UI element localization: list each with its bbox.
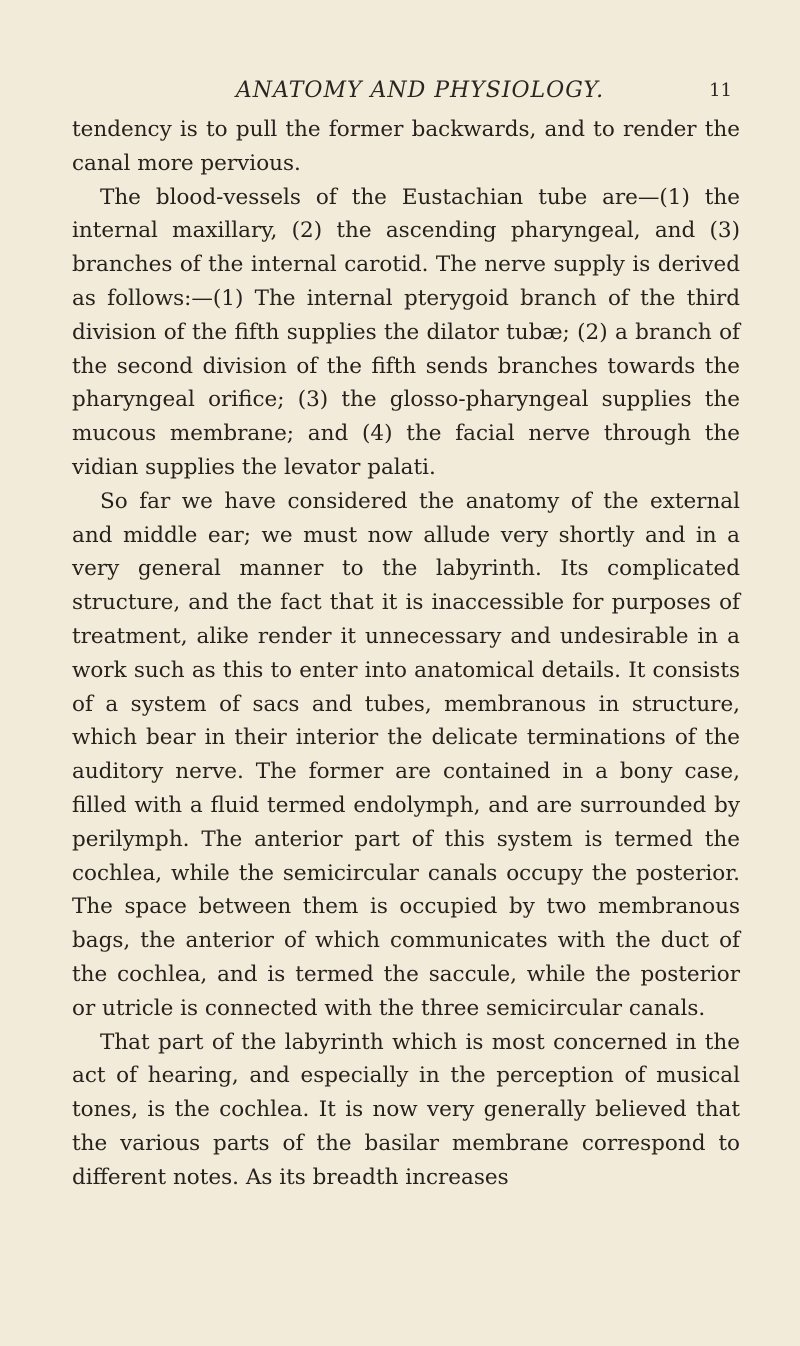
body-text (72, 113, 740, 1195)
paragraph: The blood-vessels of the Eustachian tube are—(1) the internal maxillary, (2) the ascending pharyngeal, and (3) branches of the internal carotid. The nerve supply is derived as follows:—(1) The internal pterygoid branch of the third division of the fifth supplies the dilator tubæ; (2) a branch of the second division of the fifth sends branches towards the pharyngeal orifice; (3) the glosso-pharyngeal supplies the mucous membrane; and (4) the facial nerve through the vidian supplies the levator palati. (72, 184, 740, 480)
paragraph: That part of the labyrinth which is most concerned in the act of hearing, and especially in the perception of musical tones, is the cochlea. It is now very generally believed that the various parts of the basilar membrane correspond to different notes. As its breadth increases (72, 1029, 740, 1190)
page-number: 11 (709, 80, 732, 101)
paragraph: tendency is to pull the former backwards, and to render the canal more pervious. (72, 117, 740, 176)
paragraph: So far we have considered the anatomy of the external and middle ear; we must now allude very shortly and in a very general manner to the labyrinth. Its complicated structure, and the fact that it is inaccessible for purposes of treatment, alike render it unnecessary and undesirable in a work such as this to enter into anatomical details. It consists of a system of sacs and tubes, membranous in structure, which bear in their interior the delicate terminations of the auditory nerve. The former are contained in a bony case, filled with a fluid termed endolymph, and are surrounded by perilymph. The anterior part of this system is termed the cochlea, while the semicircular canals occupy the posterior. The space between them is occupied by two membranous bags, the anterior of which communicates with the duct of the cochlea, and is termed the saccule, while the posterior or utricle is connected with the three semicircular canals. (72, 488, 740, 1021)
page-header (0, 78, 800, 112)
running-head: ANATOMY AND PHYSIOLOGY. (235, 78, 605, 103)
